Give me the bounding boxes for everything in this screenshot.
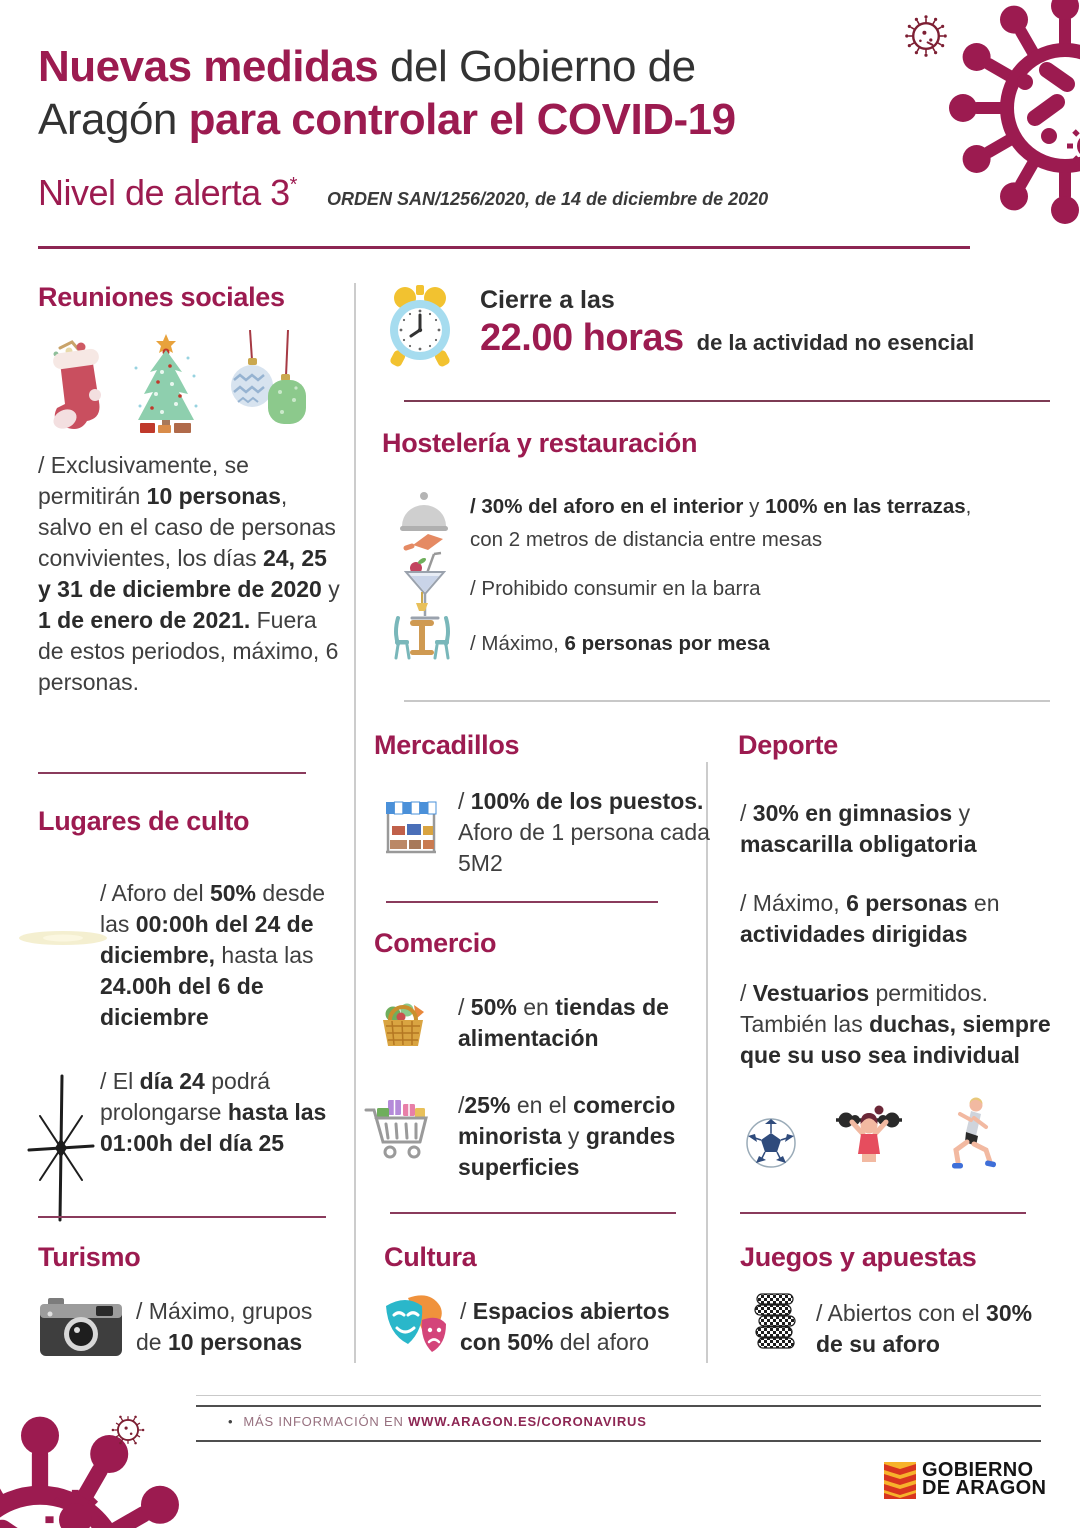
section-title-cultura: Cultura [384,1242,477,1272]
christmas-stocking-icon [38,338,112,436]
mercadillos-item [458,786,716,879]
alert-asterisk: * [289,174,297,196]
divider-hosteleria [404,700,1050,702]
hosteleria-item-1 [470,490,1060,556]
alert-subtitle [38,172,978,214]
camera-icon [38,1292,124,1362]
text-segment: en [516,994,556,1020]
section-title-culto: Lugares de culto [38,806,250,836]
text-segment: 6 personas [846,890,968,916]
footer-info [228,1414,647,1429]
text-segment: día 24 [139,1068,205,1094]
section-title-juegos: Juegos y apuestas [740,1242,977,1272]
text-segment: / [458,788,471,814]
footer-line-bottom [196,1440,1041,1442]
deporte-item-2 [740,888,1052,950]
christmas-baubles-icon [222,330,308,436]
text-segment: / Prohibido consumir en la barra [470,577,761,600]
text-segment: 10 personas [146,483,281,509]
text-segment: y [743,495,766,518]
footer-info-url: WWW.ARAGON.ES/CORONAVIRUS [408,1414,647,1429]
text-segment: hasta las [215,942,314,968]
text-segment: / Abiertos con el [816,1300,987,1326]
text-segment: / [740,980,753,1006]
text-segment: mascarilla obligatoria [740,831,977,857]
text-segment: 30% de su aforo [816,1300,1033,1357]
text-segment: / Máximo, [470,632,565,655]
runner-icon [940,1094,1000,1172]
table-chairs-icon [390,592,454,662]
bullet-icon: • [228,1414,234,1429]
footer-line-top [196,1405,1041,1407]
text-segment: / Máximo, grupos de [136,1298,313,1355]
text-segment: Aforo de 1 persona cada 5M2 [458,819,710,876]
closure-line1: Cierre a las [480,286,615,314]
soccer-ball-icon [744,1116,798,1170]
comercio-item-2 [458,1090,748,1183]
theater-masks-icon [378,1290,452,1362]
culto-item-1 [100,878,342,1033]
title-rest-1: del Gobierno de [378,42,696,91]
text-segment: tiendas de alimentación [458,994,669,1051]
closure-banner [480,286,1060,360]
culto-item-2 [100,1066,348,1159]
text-segment: desde las [100,880,326,937]
page-title [38,40,938,146]
market-stall-icon [382,798,440,856]
deporte-item-3 [740,978,1058,1071]
text-segment: actividades dirigidas [740,921,968,947]
text-segment: 6 personas por mesa [564,632,770,655]
title-plain-2: Aragón [38,95,189,144]
divider-cultura [390,1212,676,1214]
text-segment: / Máximo, [740,890,847,916]
title-accent-2: para controlar el COVID-19 [188,95,736,144]
shopping-cart-icon [362,1094,434,1166]
closure-line2: de la actividad no esencial [696,330,975,355]
closure-time: 22.00 horas [480,317,684,359]
header-divider [38,246,970,249]
text-segment: / Aforo del [100,880,210,906]
text-segment: con 2 metros de distancia entre mesas [470,528,823,551]
footer-line-light [196,1395,1041,1396]
text-segment: del aforo [553,1329,650,1355]
footer-info-prefix: MÁS INFORMACIÓN EN [243,1414,409,1429]
text-segment: / 30% del aforo en el interior [470,495,744,518]
food-basket-icon [376,992,428,1050]
candle-glow-icon [16,920,110,956]
section-title-reuniones: Reuniones sociales [38,282,285,312]
text-segment: / El [100,1068,140,1094]
text-segment: podrá prolongarse [100,1068,271,1125]
text-segment: en [967,890,1000,916]
divider-reuniones [38,772,306,774]
text-segment: hasta las 01:00h del día 25 [100,1099,327,1156]
text-segment: 10 personas [167,1329,303,1355]
logo-line-2: DE ARAGON [922,1477,1047,1499]
aragon-flag-icon [884,1462,916,1499]
text-segment: 100% de los puestos. [470,788,704,814]
text-segment: 30% en gimnasios [752,800,953,826]
title-accent-1: Nuevas medidas [38,42,379,91]
weightlifter-icon [832,1092,906,1168]
reuniones-paragraph [38,450,343,698]
text-segment: , [965,495,972,518]
section-title-turismo: Turismo [38,1242,141,1272]
text-segment: comercio minorista [458,1092,676,1149]
divider-turismo [38,1216,326,1218]
comercio-item-1 [458,992,743,1054]
text-segment: , salvo en el caso de personas convivientes, los días [38,483,336,571]
text-segment: y [321,576,340,602]
text-segment: grandes superficies [458,1123,676,1180]
bethlehem-star-icon [26,1072,96,1224]
text-segment: 100% en las terrazas [765,495,966,518]
order-reference: ORDEN SAN/1256/2020, de 14 de diciembre de 2020 [326,189,769,209]
text-segment: Espacios abiertos con 50% [460,1298,670,1355]
virus-small-bottom-icon [106,1408,150,1452]
text-segment: 1 de enero de 2021. [38,607,251,633]
text-segment: / [740,800,753,826]
divider-closure [404,400,1050,402]
text-segment: 50% [209,880,257,906]
divider-mercadillos [386,901,658,903]
alarm-clock-icon [384,283,456,369]
cultura-item [460,1296,698,1358]
christmas-tree-icon [128,332,204,436]
section-title-hosteleria: Hostelería y restauración [382,428,698,458]
text-segment: / [458,1092,465,1118]
section-title-deporte: Deporte [738,730,838,760]
text-segment: / [460,1298,473,1324]
text-segment: permitidos. También las [740,980,988,1037]
text-segment: y [952,800,971,826]
column-divider-left [354,283,356,1363]
text-segment: Fuera de estos periodos, máximo, 6 personas. [38,607,339,695]
deporte-item-1 [740,798,1052,860]
section-title-mercadillos: Mercadillos [374,730,520,760]
divider-juegos [740,1212,1026,1214]
text-segment: duchas, siempre que su uso sea individual [740,1011,1051,1068]
turismo-item [136,1296,341,1358]
text-segment: / Exclusivamente, se permitirán [38,452,249,509]
text-segment: 00:00h del 24 de diciembre, [100,911,314,968]
text-segment: 24, 25 y 31 de diciembre de 2020 [38,545,327,602]
text-segment: 24.00h del 6 de diciembre [100,973,264,1030]
text-segment: y [561,1123,586,1149]
text-segment: 25% [464,1092,511,1118]
alert-level: Nivel de alerta 3* [38,172,297,213]
text-segment: en el [510,1092,574,1118]
hosteleria-item-2 [470,572,1030,605]
section-title-comercio: Comercio [374,928,497,958]
text-segment: Vestuarios [752,980,870,1006]
juegos-item [816,1298,1058,1360]
text-segment: 50% [470,994,517,1020]
text-segment: / [458,994,471,1020]
logo-line-1: GOBIERNO [922,1459,1034,1481]
government-logo [922,1461,1046,1497]
poker-chips-icon [752,1292,798,1356]
hosteleria-item-3 [470,627,1030,660]
serving-dish-icon [398,488,450,552]
